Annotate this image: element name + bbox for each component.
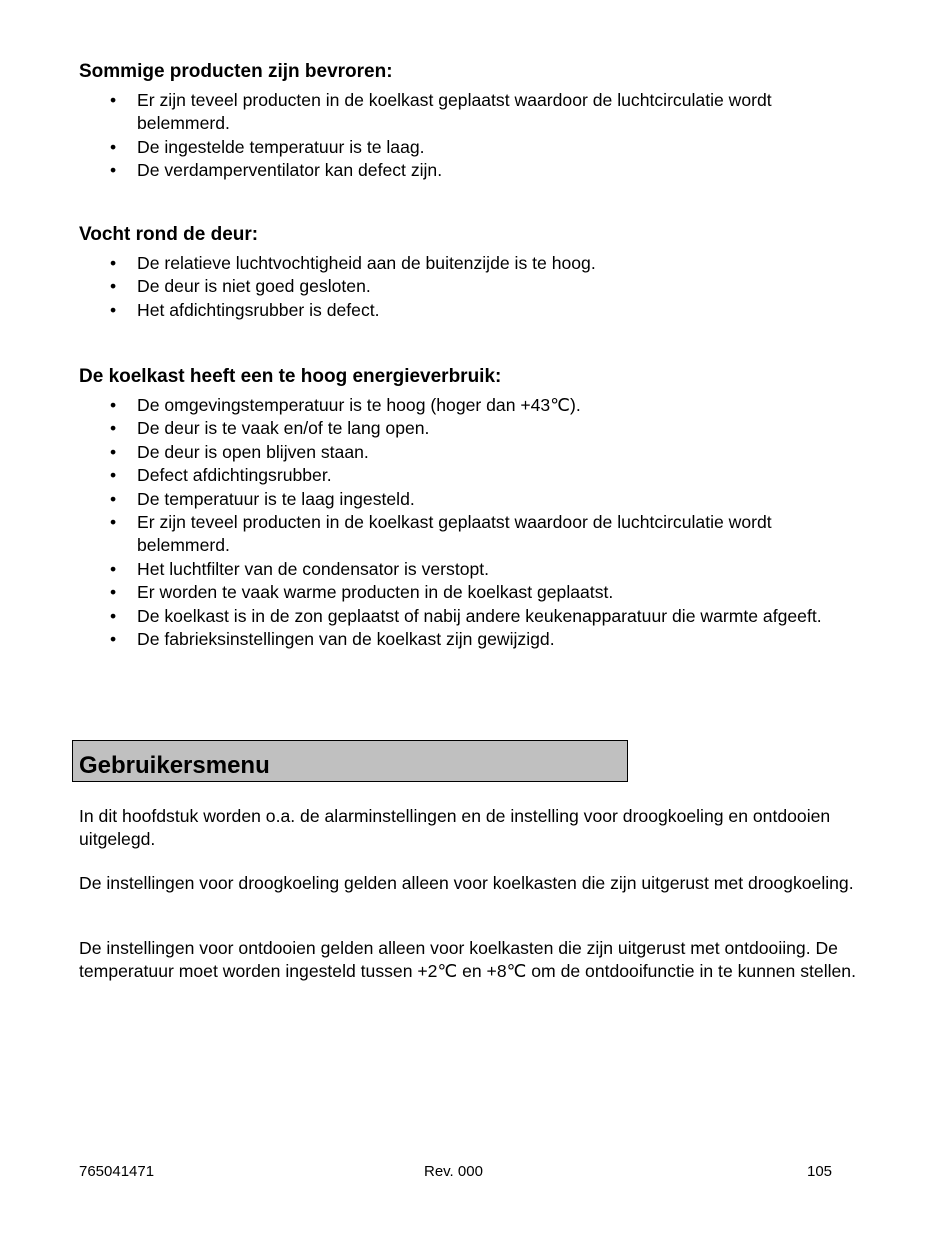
section-heading: Sommige producten zijn bevroren: (79, 61, 393, 82)
paragraph: De instellingen voor droogkoeling gelden alleen voor koelkasten die zijn uitgerust met droogkoeling. (79, 873, 854, 893)
paragraph: De instellingen voor ontdooien gelden alleen voor koelkasten die zijn uitgerust met ontdooiing. De temperatuur moet worden ingesteld tussen +2℃ en +8℃ om de ontdooifunctie in te kunnen stellen. (79, 938, 856, 981)
list-item: • De omgevingstemperatuur is te hoog (hoger dan +43℃). (0, 394, 857, 417)
list-item: • De temperatuur is te laag ingesteld. (0, 488, 857, 511)
list-item: • De deur is niet goed gesloten. (0, 275, 857, 298)
list-item: • Er worden te vaak warme producten in de koelkast geplaatst. (0, 581, 857, 604)
list-item: • De deur is open blijven staan. (0, 441, 857, 464)
list-item: • De deur is te vaak en/of te lang open. (0, 417, 857, 440)
section-heading: De koelkast heeft een te hoog energieverbruik: (79, 366, 502, 387)
list-item: • Defect afdichtingsrubber. (0, 464, 857, 487)
list-item: • Er zijn teveel producten in de koelkast geplaatst waardoor de luchtcirculatie wordt belemmerd. (0, 511, 857, 558)
bullet-list (0, 89, 857, 183)
list-item: • Er zijn teveel producten in de koelkast geplaatst waardoor de luchtcirculatie wordt belemmerd. (0, 89, 857, 136)
list-item: • De ingestelde temperatuur is te laag. (0, 136, 857, 159)
list-item: • De fabrieksinstellingen van de koelkast zijn gewijzigd. (0, 628, 857, 651)
list-item: • De verdamperventilator kan defect zijn. (0, 159, 857, 182)
paragraph: In dit hoofdstuk worden o.a. de alarminstellingen en de instelling voor droogkoeling en ontdooien uitgelegd. (79, 806, 831, 849)
footer-doc-number: 765041471 (79, 1163, 155, 1180)
chapter-heading-box (72, 740, 628, 782)
footer-page-number: 105 (807, 1163, 833, 1180)
list-item: • Het luchtfilter van de condensator is verstopt. (0, 558, 857, 581)
bullet-list (0, 252, 857, 322)
list-item: • De relatieve luchtvochtigheid aan de buitenzijde is te hoog. (0, 252, 857, 275)
chapter-title: Gebruikersmenu (79, 752, 270, 779)
bullet-list (0, 394, 857, 651)
section-heading: Vocht rond de deur: (79, 224, 259, 245)
list-item: • Het afdichtingsrubber is defect. (0, 299, 857, 322)
footer-revision: Rev. 000 (424, 1163, 483, 1180)
list-item: • De koelkast is in de zon geplaatst of nabij andere keukenapparatuur die warmte afgeeft. (0, 605, 857, 628)
